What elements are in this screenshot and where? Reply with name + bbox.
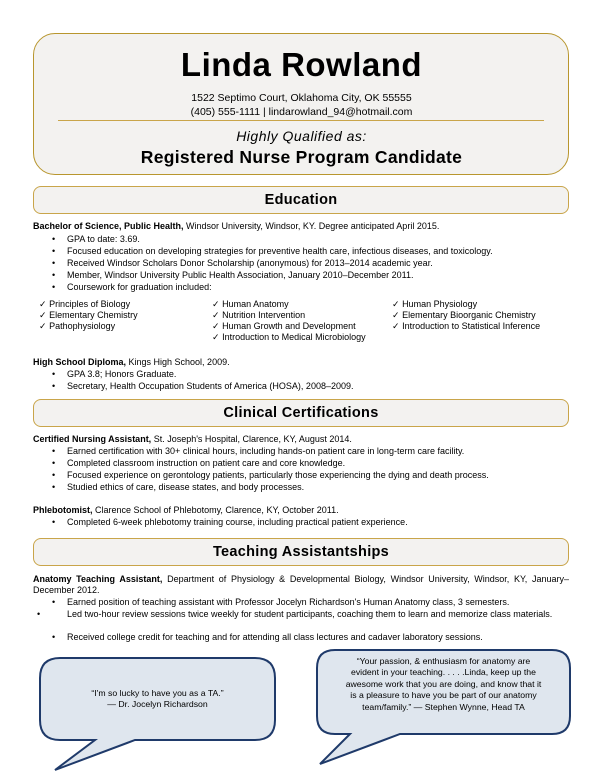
list-item: • Focused education on developing strategies for preventive health care, infectious diseases, and toxicology. [52,246,493,256]
course-item: ✓ Elementary Chemistry [39,310,138,320]
course-item: ✓ Introduction to Medical Microbiology [212,332,366,342]
degree-1-detail: Windsor University, Windsor, KY. Degree anticipated April 2015. [183,221,440,231]
check-icon: ✓ [392,310,400,320]
quote-left: “I'm so lucky to have you as a TA.” — Dr. Jocelyn Richardson [91,688,224,710]
bullet-icon: • [52,381,56,391]
check-icon: ✓ [212,299,220,309]
cert-1-title: Certified Nursing Assistant, [33,434,152,444]
list-item: • Completed 6-week phlebotomy training course, including practical patient experience. [52,517,408,527]
degree-2-title: High School Diploma, [33,357,127,367]
degree-1-title: Bachelor of Science, Public Health, [33,221,184,231]
bullet-icon: • [52,482,56,492]
section-teaching: Teaching Assistantships [33,538,569,566]
bullet-icon: • [52,234,56,244]
check-icon: ✓ [39,321,47,331]
section-certifications: Clinical Certifications [33,399,569,427]
check-icon: ✓ [392,299,400,309]
check-icon: ✓ [392,321,400,331]
tagline: Highly Qualified as: [236,128,367,144]
list-item: • Received college credit for teaching and for attending all class lectures and cadaver laboratory sessions. [52,632,483,642]
bullet-icon: • [52,632,56,642]
course-item: ✓ Pathophysiology [39,321,116,331]
list-item: • Received Windsor Scholars Donor Scholarship (anonymous) for 2013–2014 academic year. [52,258,433,268]
cert-1-detail: St. Joseph's Hospital, Clarence, KY, August 2014. [151,434,352,444]
teaching-role-title: Anatomy Teaching Assistant, [33,574,163,584]
list-item: • Completed classroom instruction on patient care and core knowledge. [52,458,346,468]
course-item: ✓ Human Physiology [392,299,478,309]
bullet-icon: • [52,458,56,468]
section-education: Education [33,186,569,214]
course-item: ✓ Human Anatomy [212,299,289,309]
target-role: Registered Nurse Program Candidate [140,147,463,167]
bullet-icon: • [52,246,56,256]
quote-right: “Your passion, & enthusiasm for anatomy are evident in your teaching. . . . .Linda, keep up the awesome work that you are doing, and know that it is a pleasure to have you be part of our anatomy team/family.” — Stephen Wynne, Head TA [345,656,542,712]
bullet-icon: • [52,369,56,379]
bullet-icon: • [52,597,56,607]
speech-bubble-left [40,658,275,770]
contact-info: (405) 555-1111 | lindarowland_94@hotmail.com [190,106,413,118]
bullet-icon: • [37,609,41,619]
bullet-icon: • [52,270,56,280]
teaching-role-detail: Department of Physiology & Developmental Biology, Windsor University, Windsor, KY, January–December 2012. [33,574,570,595]
list-item: • Coursework for graduation included: [52,282,212,292]
bullet-icon: • [52,282,56,292]
cert-2-title: Phlebotomist, [33,505,93,515]
course-item: ✓ Principles of Biology [39,299,131,309]
list-item: • Focused experience on gerontology patients, particularly those experiencing the dying and death process. [52,470,489,480]
list-item: • Earned certification with 30+ clinical hours, including hands-on patient care in long-term care facility. [52,446,465,456]
bullet-icon: • [52,446,56,456]
address: 1522 Septimo Court, Oklahoma City, OK 55555 [191,92,412,104]
check-icon: ✓ [39,299,47,309]
bullet-icon: • [52,470,56,480]
check-icon: ✓ [39,310,47,320]
list-item: • Led two-hour review sessions twice weekly for student participants, coaching them to learn and memorize class materials. [37,609,553,619]
list-item: • GPA to date: 3.69. [52,234,140,244]
cert-2-detail: Clarence School of Phlebotomy, Clarence, KY, October 2011. [92,505,339,515]
list-item: • Earned position of teaching assistant with Professor Jocelyn Richardson's Human Anatomy class, 3 semesters. [52,597,510,607]
check-icon: ✓ [212,321,220,331]
bullet-icon: • [52,258,56,268]
course-item: ✓ Nutrition Intervention [212,310,306,320]
degree-2-detail: Kings High School, 2009. [126,357,230,367]
list-item: • GPA 3.8; Honors Graduate. [52,369,177,379]
candidate-name: Linda Rowland [180,46,423,83]
check-icon: ✓ [212,310,220,320]
list-item: • Member, Windsor University Public Health Association, January 2010–December 2011. [52,270,414,280]
bullet-icon: • [52,517,56,527]
course-item: ✓ Elementary Bioorganic Chemistry [392,310,536,320]
check-icon: ✓ [212,332,220,342]
course-item: ✓ Introduction to Statistical Inference [392,321,541,331]
list-item: • Secretary, Health Occupation Students of America (HOSA), 2008–2009. [52,381,354,391]
list-item: • Studied ethics of care, disease states, and body processes. [52,482,305,492]
course-item: ✓ Human Growth and Development [212,321,356,331]
